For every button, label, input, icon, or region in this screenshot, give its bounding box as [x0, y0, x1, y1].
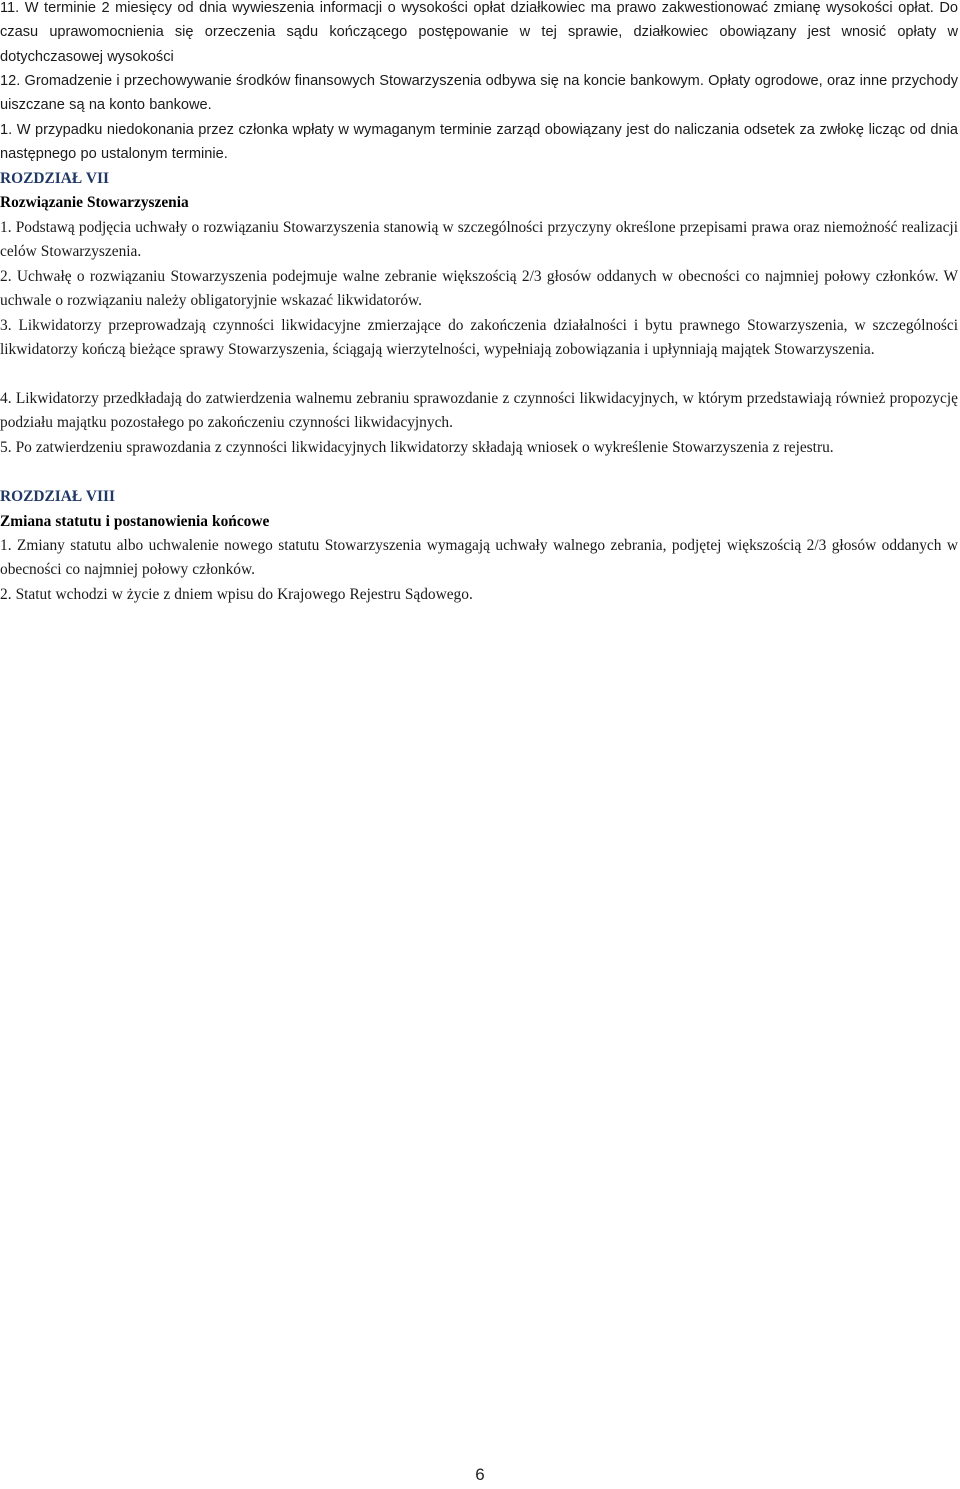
paragraph-dissolution-2: 2. Uchwałę o rozwiązaniu Stowarzyszenia podejmuje walne zebranie większością 2/3 głosów oddanych w obecności co najmniej połowy członków. W uchwale o rozwiązaniu należy obligatoryjnie wskazać likwidatorów. [0, 268, 958, 310]
paragraph-statute-change-1: 1. Zmiany statutu albo uchwalenie nowego statutu Stowarzyszenia wymagają uchwały walnego zebrania, podjętej większością 2/3 głosów oddanych w obecności co najmniej połowy członków. [0, 537, 958, 579]
chapter-7-heading: ROZDZIAŁ VII [0, 170, 109, 187]
paragraph-dissolution-4: 4. Likwidatorzy przedkładają do zatwierdzenia walnemu zebraniu sprawozdanie z czynności likwidacyjnych, w którym przedstawiają również propozycję podziału majątku pozostałego po zakończeniu czynności likwidacyjnych. [0, 390, 958, 432]
paragraph-late-payment-interest: 1. W przypadku niedokonania przez członka wpłaty w wymaganym terminie zarząd obowiązany jest do naliczania odsetek za zwłokę licząc od dnia następnego po ustalonym terminie. [0, 122, 958, 163]
paragraph-statute-change-2: 2. Statut wchodzi w życie z dniem wpisu do Krajowego Rejestru Sądowego. [0, 586, 473, 603]
paragraph-11-fee-challenge: 11. W terminie 2 miesięcy od dnia wywieszenia informacji o wysokości opłat działkowiec ma prawo zakwestionować zmianę wysokości opłat. Do czasu uprawomocnienia się orzeczenia sądu kończącego postępowanie w tej sprawie, działkowiec obowiązany jest wnosić opłaty w dotychczasowej wysokości [0, 0, 958, 65]
paragraph-dissolution-3: 3. Likwidatorzy przeprowadzają czynności likwidacyjne zmierzające do zakończenia działalności i bytu prawnego Stowarzyszenia, w szczególności likwidatorzy kończą bieżące sprawy Stowarzyszenia, ściągają wierzytelności, wypełniają zobowiązania i upłynniają majątek Stowarzyszenia. [0, 317, 958, 359]
paragraph-dissolution-1: 1. Podstawą podjęcia uchwały o rozwiązaniu Stowarzyszenia stanowią w szczególności przyczyny określone przepisami prawa oraz niemożność realizacji celów Stowarzyszenia. [0, 219, 958, 261]
paragraph-dissolution-5: 5. Po zatwierdzeniu sprawozdania z czynności likwidacyjnych likwidatorzy składają wniosek o wykreślenie Stowarzyszenia z rejestru. [0, 439, 834, 456]
chapter-8-heading: ROZDZIAŁ VIII [0, 488, 115, 505]
chapter-8-subheading: Zmiana statutu i postanowienia końcowe [0, 513, 270, 530]
chapter-7-subheading: Rozwiązanie Stowarzyszenia [0, 194, 189, 211]
page-number: 6 [475, 1465, 485, 1484]
paragraph-12-bank-account: 12. Gromadzenie i przechowywanie środków finansowych Stowarzyszenia odbywa się na koncie bankowym. Opłaty ogrodowe, oraz inne przychody uiszczane są na konto bankowe. [0, 73, 958, 114]
